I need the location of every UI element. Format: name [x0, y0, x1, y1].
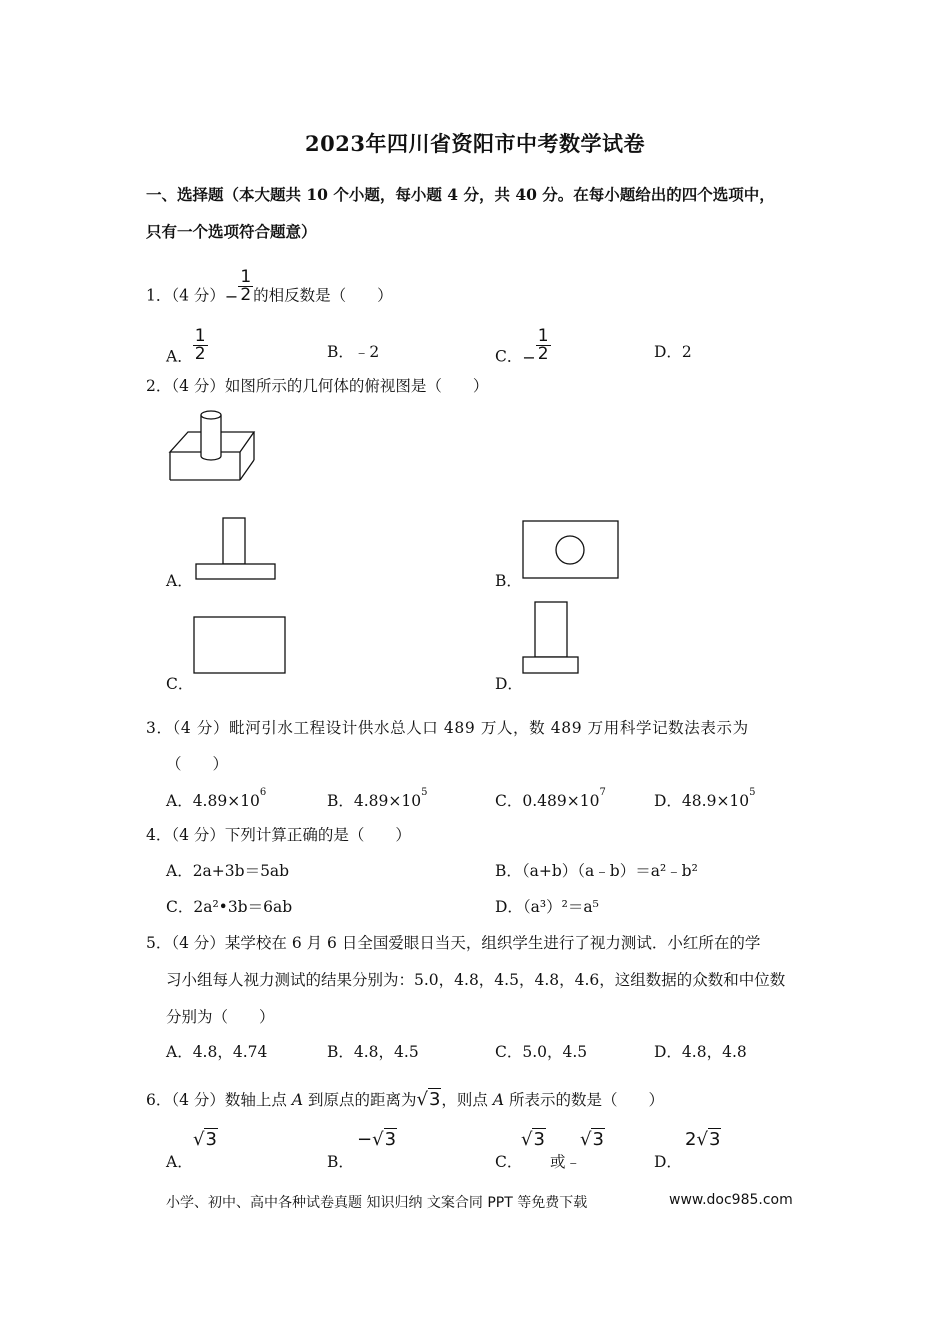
q6-option-c: C．: [495, 1153, 523, 1171]
q6-option-c-expr2: √3: [580, 1129, 604, 1150]
q6-option-b-expr: −√3: [357, 1129, 397, 1150]
question-2: 2．（4 分）如图所示的几何体的俯视图是（ ）: [146, 377, 489, 395]
q2-option-c: C．: [166, 675, 194, 693]
q1-option-a: A． $\frac{1}{2}$: [166, 326, 206, 366]
q3-option-d: D．$48.9\times 10^5$: [654, 787, 756, 810]
q2-option-d-figure: [522, 601, 580, 675]
q6-option-d-expr: 2√3: [685, 1129, 721, 1150]
question-4: 4．（4 分）下列计算正确的是（ ）: [146, 826, 411, 844]
question-5-line3: 分别为（ ）: [166, 1008, 275, 1026]
q6-option-a: A．: [166, 1153, 193, 1171]
q2-option-b: B．: [495, 572, 522, 590]
q4-option-c: C．2a²•3b＝6ab: [166, 898, 293, 916]
q4-option-a: A．2a+3b＝5ab: [166, 862, 290, 880]
question-5-line2: 习小组每人视力测试的结果分别为：5.0，4.8，4.5，4.8，4.6，这组数据的众数和中位数: [166, 971, 786, 989]
q1-option-c-fraction: $\frac{1}{2}$: [537, 326, 549, 364]
q2-option-a-figure: [195, 517, 277, 581]
q5-option-c: C．5.0，4.5: [495, 1043, 588, 1061]
q3-option-b: B．$4.89\times 10^5$: [327, 787, 428, 810]
q2-option-c-figure: [193, 616, 287, 676]
q4-option-d: D．（a³）²＝a⁵: [495, 898, 599, 916]
q5-option-b: B．4.8，4.5: [327, 1043, 419, 1061]
q6-sqrt3: √3: [416, 1089, 441, 1110]
q1-fraction: $\frac{1}{2}$: [240, 267, 252, 305]
page-title: 2023年四川省资阳市中考数学试卷: [305, 131, 645, 156]
q6-option-a-expr: √3: [193, 1129, 217, 1150]
question-3-line2: （ ）: [166, 755, 229, 773]
q6-option-c-or: 或﹣: [550, 1153, 582, 1171]
q5-option-d: D．4.8，4.8: [654, 1043, 747, 1061]
q1-prefix: 1．（4 分）: [146, 286, 225, 305]
q1-suffix: 的相反数是（ ）: [253, 286, 393, 305]
q6-option-b: B．: [327, 1153, 354, 1171]
q3-option-c: C．$0.489\times 10^7$: [495, 787, 606, 810]
q6-option-c-expr1: √3: [521, 1129, 545, 1150]
section-heading-line2: 只有一个选项符合题意）: [146, 222, 317, 241]
q4-option-b: B．（a+b）（a﹣b）＝a²﹣b²: [495, 862, 698, 880]
footer-url[interactable]: www.doc985.com: [669, 1192, 793, 1208]
q3-option-a: A．$4.89\times 10^6$: [166, 787, 267, 810]
q1-option-b: B．﹣2: [327, 343, 380, 361]
question-6: 6．（4 分）数轴上点 A 到原点的距离为√3，则点 A 所表示的数是（ ）: [146, 1089, 664, 1110]
question-1: [146, 267, 393, 314]
q1-option-d: D．2: [654, 343, 692, 361]
geometry-solid-figure: [168, 408, 258, 483]
q6-option-d: D．: [654, 1153, 682, 1171]
q2-option-b-figure: [522, 520, 620, 580]
q2-option-d: D．: [495, 675, 523, 693]
q1-option-a-fraction: $\frac{1}{2}$: [194, 326, 206, 364]
q1-option-c: C．− $\frac{1}{2}$: [495, 326, 549, 367]
section-heading-line1: 一、选择题（本大题共 10 个小题，每小题 4 分，共 40 分。在每小题给出的四个选项中，: [146, 185, 775, 204]
q2-option-a: A．: [166, 572, 193, 590]
q1-minus: −: [224, 287, 239, 306]
question-3-line1: 3．（4 分）毗河引水工程设计供水总人口 489 万人，数 489 万用科学记数法表示为: [146, 719, 749, 737]
q5-option-a: A．4.8，4.74: [166, 1043, 268, 1061]
footer-text: 小学、初中、高中各种试卷真题 知识归纳 文案合同 PPT 等免费下载: [166, 1195, 588, 1211]
question-5-line1: 5．（4 分）某学校在 6 月 6 日全国爱眼日当天，组织学生进行了视力测试．小红所在的学: [146, 934, 761, 952]
